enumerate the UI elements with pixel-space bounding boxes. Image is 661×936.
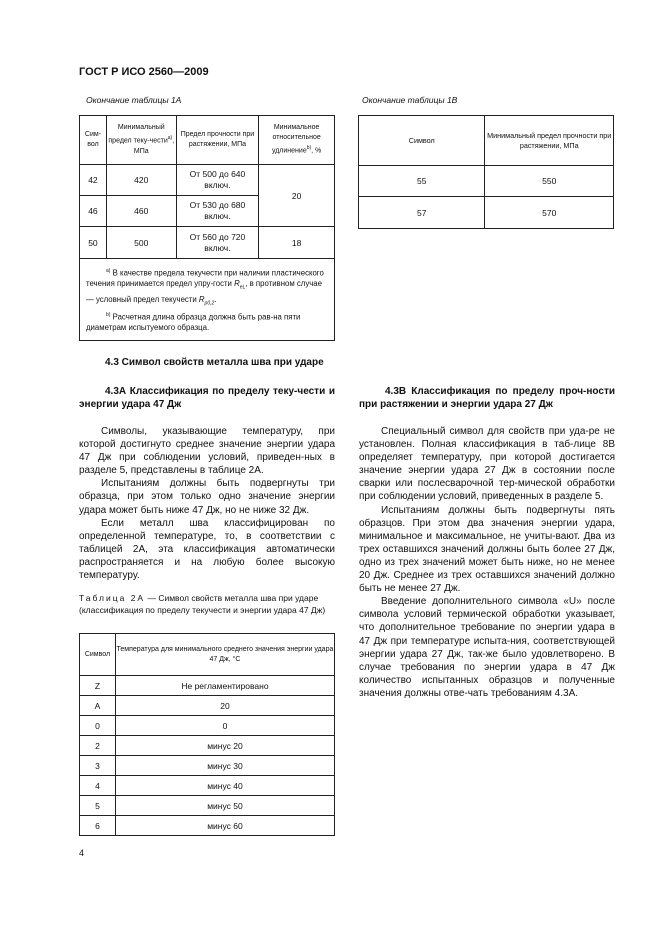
table-cell: A bbox=[80, 696, 116, 716]
table-1a-caption: Окончание таблицы 1А bbox=[86, 95, 182, 105]
table-cell: минус 20 bbox=[115, 736, 334, 756]
table-row bbox=[359, 166, 614, 197]
table-row bbox=[80, 227, 335, 259]
table-cell: 18 bbox=[259, 227, 335, 259]
table-1a-header-symbol: Сим-вол bbox=[80, 116, 107, 165]
table-row bbox=[80, 776, 335, 796]
table-row bbox=[80, 796, 335, 816]
table-row bbox=[80, 736, 335, 756]
table-cell: 420 bbox=[106, 165, 176, 196]
table-1b-header-tensile: Минимальный предел прочности при растяжении, МПа bbox=[485, 116, 614, 166]
table-row bbox=[359, 197, 614, 229]
table-cell: 550 bbox=[485, 166, 614, 197]
table-cell: Не регламентировано bbox=[115, 676, 334, 696]
table-cell: От 500 до 640 включ. bbox=[176, 165, 259, 196]
table-1a-footnotes bbox=[80, 259, 335, 341]
paragraph: Испытаниям должны быть подвергнуты три образца, при этом только одно значение энергии удара может быть ниже 47 Дж, но не ниже 32 Дж. bbox=[79, 478, 335, 516]
table-cell-merged: 20 bbox=[259, 165, 335, 227]
table-cell: минус 30 bbox=[115, 756, 334, 776]
table-cell: 4 bbox=[80, 776, 116, 796]
table-1a-header-elongation: Минимальное относительное удлинение$^{b)}$, % bbox=[259, 116, 335, 165]
table-1a bbox=[79, 115, 335, 341]
table-cell: 5 bbox=[80, 796, 116, 816]
table-2a-header-symbol: Символ bbox=[80, 634, 116, 676]
table-row bbox=[80, 165, 335, 196]
footnote-a: $^{а)}$ В качестве предела текучести при наличии пластического течения принимается предел упру-гости $R_{eL}$, в противном случае — условный предел текучести $R_{p0,2}$. bbox=[86, 267, 324, 307]
table-cell: минус 50 bbox=[115, 796, 334, 816]
left-subtitle: 4.3А Классификация по пределу теку-чести и энергии удара 47 Дж bbox=[79, 386, 335, 410]
paragraph: Если металл шва классифицирован по определенной температуре, то, в соответствии с таблицей 2А, эта классификация автоматически распространяется и на любую более высокую температуру. bbox=[79, 517, 335, 582]
table-cell: 57 bbox=[359, 197, 485, 229]
table-cell: Z bbox=[80, 676, 116, 696]
left-body bbox=[79, 425, 335, 582]
table-row bbox=[80, 756, 335, 776]
table-cell: 460 bbox=[106, 196, 176, 227]
table-cell: 6 bbox=[80, 816, 116, 836]
right-subtitle: 4.3В Классификация по пределу проч-ности при растяжении и энергии удара 27 Дж bbox=[359, 386, 615, 410]
table-row bbox=[80, 676, 335, 696]
table-cell: 3 bbox=[80, 756, 116, 776]
table-2a-caption: Таблица 2А — Символ свойств металла шва при ударе (классификация по пределу текучести и энергии удара 47 Дж) bbox=[79, 593, 326, 615]
table-cell: 500 bbox=[106, 227, 176, 259]
right-body bbox=[359, 425, 615, 700]
table-1b bbox=[358, 115, 614, 229]
table-cell: 570 bbox=[485, 197, 614, 229]
footnote-b: $^{b)}$ Расчетная длина образца должна быть рав-на пяти диаметрам испытуемого образца. bbox=[86, 311, 301, 333]
table-1a-header-yield: Минимальный предел теку-чести$^{а)}$, МПа bbox=[106, 116, 176, 165]
table-cell: От 560 до 720 включ. bbox=[176, 227, 259, 259]
paragraph: Символы, указывающие температуру, при которой достигнуто среднее значение энергии удара 47 Дж при соблюдении условий, приведен-ных в разделе 5, представлены в таблице 2А. bbox=[79, 426, 335, 477]
table-cell: От 530 до 680 включ. bbox=[176, 196, 259, 227]
table-cell: 50 bbox=[80, 227, 107, 259]
table-row bbox=[80, 696, 335, 716]
table-cell: 42 bbox=[80, 165, 107, 196]
page-number: 4 bbox=[79, 848, 85, 858]
table-cell: 55 bbox=[359, 166, 485, 197]
table-cell: 0 bbox=[115, 716, 334, 736]
table-cell: 0 bbox=[80, 716, 116, 736]
paragraph: Специальный символ для свойств при уда-ре не установлен. Полная классификация в таб-лице 8В определяет температуру, при которой достигается значение энергии удара 27 Дж в состоянии после сварки или послесварочной тер-мической обработки при соблюдении условий, приведенных в разделе 5. bbox=[359, 426, 615, 503]
table-1b-caption: Окончание таблицы 1В bbox=[362, 95, 458, 105]
table-cell: 20 bbox=[115, 696, 334, 716]
document-header: ГОСТ Р ИСО 2560—2009 bbox=[79, 66, 209, 78]
table-1a-header-tensile: Предел прочности при растяжении, МПа bbox=[176, 116, 259, 165]
section-title: 4.3 Символ свойств металла шва при ударе bbox=[105, 357, 324, 368]
table-row bbox=[80, 716, 335, 736]
table-cell: минус 40 bbox=[115, 776, 334, 796]
table-cell: 2 bbox=[80, 736, 116, 756]
table-row bbox=[80, 816, 335, 836]
table-cell: 46 bbox=[80, 196, 107, 227]
table-cell: минус 60 bbox=[115, 816, 334, 836]
paragraph: Введение дополнительного символа «U» после символа условий термической обработки указывает, что дополнительное требование по энергии удара в 47 Дж при температуре испыта-ния, соответствующей энергии удара 27 Дж, так-же было удовлетворено. В случае требования по энергии удара в 47 Дж количество испытанных образцов и полученные значения должны отве-чать требованиям 4.3А. bbox=[359, 596, 615, 699]
table-1b-header-symbol: Символ bbox=[359, 116, 485, 166]
table-2a-header-temperature: Температура для минимального среднего значения энергии удара 47 Дж, °С bbox=[115, 634, 334, 676]
table-2a bbox=[79, 633, 335, 836]
paragraph: Испытаниям должны быть подвергнуты пять образцов. При этом два значения энергии удара, минимальное и максимальное, не учиты-вают. Два из трех оставшихся значений должны быть более 27 Дж, одно из трех значений может быть ниже, но не менее 20 Дж. Среднее из трех оставшихся значений должно быть не менее 27 Дж. bbox=[359, 504, 615, 595]
